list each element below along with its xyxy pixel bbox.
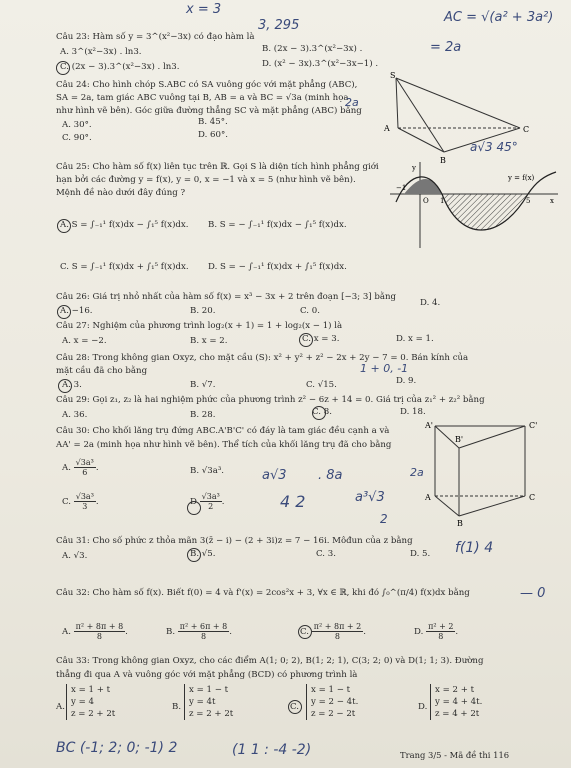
question-25-line2: hạn bởi các đường y = f(x), y = 0, x = −1 và x = 5 (như hình vẽ bên). [56, 175, 356, 185]
question-30-line1: Câu 30: Cho khối lăng trụ đứng ABC.A'B'C' có đáy là tam giác đều cạnh a và [56, 426, 390, 436]
vertex-b: B [457, 519, 463, 528]
q27-option-d: D. x = 1. [396, 334, 434, 344]
origin-label: O [423, 197, 429, 205]
q23-option-a: A. 3^(x²−3x) . ln3. [60, 47, 142, 57]
vertex-s: S [390, 71, 396, 80]
q32-option-c: C. $\frac{\text{π² + 8π + 2}}{8}$ . [300, 622, 366, 641]
question-25-line1: Câu 25: Cho hàm số f(x) liên tục trên ℝ. Gọi S là diện tích hình phẳng giới [56, 162, 379, 172]
question-33-line2: thẳng đi qua A và vuông góc với mặt phẳng (BCD) có phương trình là [56, 670, 358, 680]
vertex-b1: B' [455, 435, 464, 444]
tick-label: 1 [440, 197, 445, 205]
q28-option-a: A. 3. [62, 380, 82, 390]
curve-label: y = f(x) [508, 174, 535, 182]
q31-option-b: B. √5. [190, 549, 216, 559]
q32-option-d: D. $\frac{\text{π² + 2}}{8}$ . [414, 622, 459, 641]
handwritten-note: 2a [345, 96, 359, 109]
handwritten-note: = 2a [430, 40, 462, 55]
vertex-b: B [440, 156, 446, 165]
q23-option-c: C. (2x − 3).3^(x²−3x) . ln3. [60, 62, 180, 72]
q26-option-c: C. 0. [300, 306, 320, 316]
q27-option-b: B. x = 2. [190, 336, 228, 346]
q28-option-c: C. √15. [306, 380, 337, 390]
q31-option-d: D. 5. [410, 549, 431, 559]
question-24-line1: Câu 24: Cho hình chóp S.ABC có SA vuông góc với mặt phẳng (ABC), [56, 80, 358, 90]
q31-option-a: A. √3. [62, 551, 88, 561]
q30-option-c: C. $\frac{\text{√3a³}}{3}$ . [62, 492, 99, 511]
q30-option-a: A. $\frac{\text{√3a³}}{6}$ . [62, 458, 99, 477]
q33-option-b-letter: B. [172, 702, 182, 712]
pyramid-figure [370, 70, 550, 165]
handwritten-note: 2a [410, 466, 424, 479]
handwritten-note: a³√3 [355, 490, 385, 505]
question-27-stem: Câu 27: Nghiệm của phương trình log₂(x + 1) = 1 + log₂(x − 1) là [56, 321, 343, 331]
question-24-line2: SA = 2a, tam giác ABC vuông tại B, AB = a và BC = √3a (minh họa [56, 93, 349, 103]
q25-option-d: D. S = − ∫₋₁¹ f(x)dx + ∫₁⁵ f(x)dx. [208, 262, 347, 272]
q30-option-d: D $\frac{\text{√3a³}}{2}$ . [190, 492, 225, 511]
handwritten-note: AC = √(a² + 3a²) [444, 10, 554, 25]
handwritten-note: x = 3 [186, 2, 222, 17]
vertex-a: A [384, 124, 390, 133]
q25-option-c: C. S = ∫₋₁¹ f(x)dx + ∫₁⁵ f(x)dx. [60, 262, 189, 272]
x-axis-label: x [550, 197, 554, 205]
vertex-c: C [523, 125, 530, 134]
function-graph [390, 162, 560, 252]
q33-option-a-letter: A. [56, 702, 65, 712]
question-24-line3: như hình vẽ bên). Góc giữa đường thẳng SC và mặt phẳng (ABC) bằng [56, 106, 362, 116]
question-25-line3: Mệnh đề nào dưới đây đúng ? [56, 188, 186, 198]
tick-label: 5 [526, 197, 531, 205]
question-31-stem: Câu 31: Cho số phức z thỏa mãn 3(z̄ − i) − (2 + 3i)z = 7 − 16i. Môđun của z bằng [56, 536, 413, 546]
q33-option-b: x = 1 − t y = 4t z = 2 + 2t [184, 684, 233, 720]
vertex-a1: A' [425, 421, 433, 430]
q33-option-a: x = 1 + t y = 4 z = 2 + 2t [66, 684, 115, 720]
q27-option-a: A. x = −2. [62, 336, 107, 346]
handwritten-note: 1 + 0, -1 [360, 362, 409, 375]
q27-option-c: C. x = 3. [302, 334, 340, 344]
q28-option-b: B. √7. [190, 380, 216, 390]
q29-option-b: B. 28. [190, 410, 216, 420]
q24-option-b: B. 45°. [198, 117, 228, 127]
vertex-a: A [425, 493, 431, 502]
handwritten-note: a√3 45° [470, 140, 518, 154]
page-footer: Trang 3/5 - Mã đề thi 116 [400, 750, 510, 760]
vertex-c: C [529, 493, 536, 502]
q32-option-b: B. $\frac{\text{π² + 6π + 8}}{8}$ . [166, 622, 232, 641]
q33-option-d-letter: D. [418, 702, 428, 712]
q33-option-d: x = 2 + t y = 4 + 4t. z = 4 + 2t [430, 684, 482, 720]
question-29-stem: Câu 29: Gọi z₁, z₂ là hai nghiệm phức của phương trình z² − 6z + 14 = 0. Giá trị của z₁² + z₂² bằng [56, 395, 485, 405]
question-30-line2: AA' = 2a (minh họa như hình vẽ bên). Thể tích của khối lăng trụ đã cho bằng [56, 440, 392, 450]
q33-option-c-letter: C. [290, 702, 300, 712]
q24-option-c: C. 90°. [62, 133, 92, 143]
q26-option-a: A. −16. [60, 306, 93, 316]
q26-option-b: B. 20. [190, 306, 216, 316]
q23-option-b: B. (2x − 3).3^(x²−3x) . [262, 44, 363, 54]
q30-option-b: B. √3a³. [190, 466, 225, 476]
question-26-stem: Câu 26: Giá trị nhỏ nhất của hàm số f(x) = x³ − 3x + 2 trên đoạn [−3; 3] bằng [56, 292, 397, 302]
q29-option-a: A. 36. [62, 410, 88, 420]
q28-option-d: D. 9. [396, 376, 417, 386]
handwritten-note: (1 1 : -4 -2) [232, 742, 312, 758]
handwritten-note: BC (-1; 2; 0; -1) 2 [56, 740, 178, 756]
q29-option-d: D. 18. [400, 407, 426, 417]
q25-option-b: B. S = − ∫₋₁¹ f(x)dx − ∫₁⁵ f(x)dx. [208, 220, 347, 230]
q23-option-d: D. (x² − 3x).3^(x²−3x−1) . [262, 59, 379, 69]
y-axis-label: y [412, 164, 416, 172]
question-28-line2: mặt cầu đã cho bằng [56, 366, 148, 376]
q31-option-c: C. 3. [316, 549, 336, 559]
handwritten-note: 4 2 [280, 492, 306, 511]
q33-option-c: x = 1 − t y = 2 − 4t. z = 2 − 2t [306, 684, 358, 720]
prism-figure [425, 420, 555, 530]
question-28-line1: Câu 28: Trong không gian Oxyz, cho mặt cầu (S): x² + y² + z² − 2x + 2y − 7 = 0. Bán kính của [56, 353, 469, 363]
q24-option-d: D. 60°. [198, 130, 229, 140]
handwritten-note: 3, 295 [258, 18, 300, 33]
q29-option-c: C. 8. [312, 407, 332, 417]
handwritten-note: — 0 [520, 586, 546, 601]
handwritten-note: a√3 [262, 468, 287, 483]
q26-option-d: D. 4. [420, 298, 441, 308]
question-33-line1: Câu 33: Trong không gian Oxyz, cho các điểm A(1; 0; 2), B(1; 2; 1), C(3; 2; 0) và D(1; 1; 3). Đường [56, 656, 484, 666]
handwritten-note: 2 [380, 512, 388, 526]
vertex-c1: C' [529, 421, 538, 430]
handwritten-note: . 8a [318, 468, 343, 483]
question-32-stem: Câu 32: Cho hàm số f(x). Biết f(0) = 4 và f'(x) = 2cos²x + 3, ∀x ∈ ℝ, khi đó ∫₀^(π/4) f(x)dx bằng [56, 588, 470, 598]
handwritten-note: f(1) 4 [455, 540, 494, 556]
question-23-stem: Câu 23: Hàm số y = 3^(x²−3x) có đạo hàm là [56, 32, 255, 42]
q24-option-a: A. 30°. [62, 120, 92, 130]
q25-option-a: A. S = ∫₋₁¹ f(x)dx − ∫₁⁵ f(x)dx. [60, 220, 189, 230]
tick-label: −1 [396, 184, 407, 192]
q32-option-a: A. $\frac{\text{π² + 8π + 8}}{8}$ . [62, 622, 128, 641]
